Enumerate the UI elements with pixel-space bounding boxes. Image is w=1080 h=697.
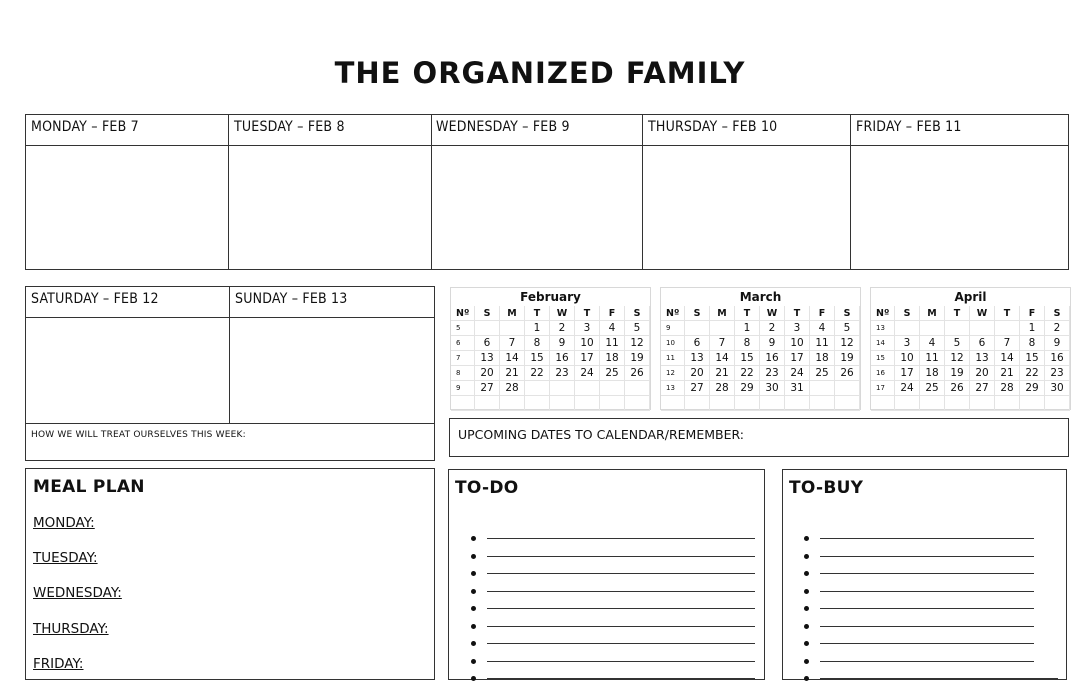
calendar-day-cell: 21	[995, 366, 1020, 381]
calendar-week-number: 6	[451, 336, 475, 351]
treat-box	[25, 423, 435, 461]
calendar-day-cell: 4	[810, 321, 835, 336]
calendar-day-cell	[550, 396, 575, 411]
bullet-icon	[471, 589, 476, 594]
meal-day-wednesday: WEDNESDAY:	[33, 585, 122, 601]
calendar-day-cell	[575, 381, 600, 396]
calendar-day-cell	[785, 396, 810, 411]
calendar-day-cell: 23	[1045, 366, 1070, 381]
calendar-week-number: 9	[661, 321, 685, 336]
calendar-day-cell: 24	[895, 381, 920, 396]
calendar-day-cell: 4	[600, 321, 625, 336]
calendar-header-cell: T	[945, 306, 970, 321]
calendar-day-cell: 15	[525, 351, 550, 366]
calendar-header-cell: W	[970, 306, 995, 321]
calendar-day-cell: 1	[1020, 321, 1045, 336]
bullet-icon	[804, 659, 809, 664]
calendar-day-cell	[710, 321, 735, 336]
upcoming-label: UPCOMING DATES TO CALENDAR/REMEMBER:	[458, 427, 744, 442]
meal-day-thursday: THURSDAY:	[33, 621, 109, 637]
calendar-header-cell: Nº	[451, 306, 475, 321]
calendar-day-cell: 17	[785, 351, 810, 366]
calendar-day-cell: 6	[475, 336, 500, 351]
calendar-header-cell: T	[735, 306, 760, 321]
bullet-icon	[804, 571, 809, 576]
calendar-header-cell: M	[710, 306, 735, 321]
calendar-day-cell	[835, 381, 860, 396]
calendar-day-cell: 21	[500, 366, 525, 381]
calendar-week-number	[661, 396, 685, 411]
bullet-icon	[804, 676, 809, 681]
calendar-header-cell: F	[1020, 306, 1045, 321]
calendar-header-cell: T	[995, 306, 1020, 321]
calendar-day-cell: 13	[970, 351, 995, 366]
write-line	[820, 678, 1058, 679]
calendar-day-cell: 14	[710, 351, 735, 366]
write-line	[487, 643, 755, 644]
calendar-day-cell: 11	[810, 336, 835, 351]
calendar-day-cell: 12	[625, 336, 650, 351]
calendar-day-cell: 31	[785, 381, 810, 396]
write-line	[487, 626, 755, 627]
calendar-week-number: 15	[871, 351, 895, 366]
calendar-day-cell: 23	[550, 366, 575, 381]
write-line	[820, 573, 1034, 574]
calendar-header-cell: T	[575, 306, 600, 321]
calendar-day-cell: 22	[735, 366, 760, 381]
calendar-day-cell: 22	[525, 366, 550, 381]
calendar-day-cell: 20	[475, 366, 500, 381]
tobuy-title: TO-BUY	[789, 478, 864, 498]
bullet-icon	[471, 536, 476, 541]
calendar-day-cell	[995, 396, 1020, 411]
write-line	[487, 591, 755, 592]
write-line	[820, 591, 1034, 592]
bullet-icon	[804, 554, 809, 559]
calendar-day-cell: 18	[810, 351, 835, 366]
calendar-week-number	[871, 396, 895, 411]
calendar-month-title: March	[739, 290, 782, 304]
calendar-day-cell	[500, 321, 525, 336]
calendar-header-cell: F	[810, 306, 835, 321]
calendar-day-cell	[895, 396, 920, 411]
calendar-day-cell: 17	[895, 366, 920, 381]
calendar-header-cell: M	[920, 306, 945, 321]
calendar-day-cell	[945, 396, 970, 411]
calendar-day-cell: 29	[1020, 381, 1045, 396]
bullet-icon	[804, 624, 809, 629]
todo-box	[448, 469, 765, 680]
calendar-day-cell	[810, 396, 835, 411]
calendar-month-title: February	[520, 290, 581, 304]
calendar-day-cell: 8	[525, 336, 550, 351]
calendar-day-cell: 2	[760, 321, 785, 336]
bullet-icon	[471, 659, 476, 664]
write-line	[820, 608, 1034, 609]
calendar-day-cell: 4	[920, 336, 945, 351]
calendar-day-cell	[475, 396, 500, 411]
day-header-wednesday: WEDNESDAY – FEB 9	[436, 119, 570, 135]
bullet-icon	[804, 606, 809, 611]
calendar-day-cell: 28	[710, 381, 735, 396]
calendar-day-cell: 10	[575, 336, 600, 351]
calendar-march	[660, 287, 861, 410]
bullet-icon	[804, 641, 809, 646]
calendar-day-cell: 6	[685, 336, 710, 351]
calendar-day-cell: 13	[475, 351, 500, 366]
calendar-day-cell: 7	[500, 336, 525, 351]
calendar-day-cell: 9	[550, 336, 575, 351]
calendar-header-cell: S	[1045, 306, 1070, 321]
calendar-week-number: 7	[451, 351, 475, 366]
calendar-day-cell	[500, 396, 525, 411]
calendar-day-cell: 5	[835, 321, 860, 336]
bullet-icon	[471, 676, 476, 681]
calendar-day-cell: 11	[920, 351, 945, 366]
todo-title: TO-DO	[455, 478, 519, 498]
calendar-day-cell: 30	[760, 381, 785, 396]
calendar-day-cell: 24	[575, 366, 600, 381]
day-header-thursday: THURSDAY – FEB 10	[648, 119, 778, 135]
day-header-saturday: SATURDAY – FEB 12	[31, 291, 159, 307]
calendar-day-cell	[1045, 396, 1070, 411]
calendar-header-cell: S	[895, 306, 920, 321]
calendar-week-number: 16	[871, 366, 895, 381]
calendar-day-cell: 2	[550, 321, 575, 336]
calendar-day-cell: 19	[835, 351, 860, 366]
calendar-day-cell: 24	[785, 366, 810, 381]
calendar-day-cell: 15	[1020, 351, 1045, 366]
calendar-day-cell	[550, 381, 575, 396]
calendar-day-cell: 13	[685, 351, 710, 366]
calendar-february	[450, 287, 651, 410]
calendar-week-number: 12	[661, 366, 685, 381]
calendar-day-cell: 14	[500, 351, 525, 366]
calendar-day-cell	[970, 321, 995, 336]
calendar-day-cell: 25	[920, 381, 945, 396]
calendar-day-cell: 27	[475, 381, 500, 396]
calendar-day-cell: 1	[735, 321, 760, 336]
meal-day-tuesday: TUESDAY:	[33, 550, 98, 566]
day-header-monday: MONDAY – FEB 7	[31, 119, 139, 135]
bullet-icon	[471, 641, 476, 646]
calendar-day-cell	[685, 321, 710, 336]
calendar-day-cell: 18	[920, 366, 945, 381]
calendar-day-cell	[1020, 396, 1045, 411]
bullet-icon	[804, 536, 809, 541]
calendar-day-cell	[625, 396, 650, 411]
calendar-day-cell	[525, 381, 550, 396]
calendar-day-cell: 12	[835, 336, 860, 351]
day-header-tuesday: TUESDAY – FEB 8	[234, 119, 345, 135]
calendar-day-cell	[995, 321, 1020, 336]
calendar-day-cell: 16	[760, 351, 785, 366]
calendar-day-cell	[525, 396, 550, 411]
calendar-day-cell	[810, 381, 835, 396]
calendar-week-number: 13	[871, 321, 895, 336]
treat-label: HOW WE WILL TREAT OURSELVES THIS WEEK:	[31, 430, 246, 440]
calendar-day-cell	[600, 396, 625, 411]
calendar-week-number: 8	[451, 366, 475, 381]
calendar-day-cell	[835, 396, 860, 411]
calendar-header-cell: W	[550, 306, 575, 321]
calendar-day-cell: 10	[895, 351, 920, 366]
calendar-week-number: 11	[661, 351, 685, 366]
calendar-header-cell: S	[685, 306, 710, 321]
upcoming-box	[449, 418, 1069, 457]
write-line	[820, 626, 1034, 627]
bullet-icon	[804, 589, 809, 594]
calendar-day-cell: 5	[945, 336, 970, 351]
calendar-day-cell: 19	[945, 366, 970, 381]
calendar-day-cell	[760, 396, 785, 411]
calendar-header-cell: T	[525, 306, 550, 321]
calendar-day-cell: 26	[835, 366, 860, 381]
calendar-header-cell: Nº	[661, 306, 685, 321]
calendar-day-cell: 15	[735, 351, 760, 366]
calendar-day-cell: 16	[1045, 351, 1070, 366]
calendar-day-cell: 10	[785, 336, 810, 351]
calendar-day-cell: 29	[735, 381, 760, 396]
calendar-day-cell: 26	[945, 381, 970, 396]
calendar-header-cell: Nº	[871, 306, 895, 321]
bullet-icon	[471, 624, 476, 629]
calendar-day-cell: 17	[575, 351, 600, 366]
calendar-day-cell: 27	[970, 381, 995, 396]
calendar-day-cell: 21	[710, 366, 735, 381]
calendar-day-cell: 27	[685, 381, 710, 396]
tobuy-box	[782, 469, 1067, 680]
day-header-friday: FRIDAY – FEB 11	[856, 119, 962, 135]
calendar-day-cell: 2	[1045, 321, 1070, 336]
calendar-header-cell: S	[475, 306, 500, 321]
calendar-day-cell	[970, 396, 995, 411]
calendar-day-cell	[600, 381, 625, 396]
calendar-day-cell: 8	[1020, 336, 1045, 351]
write-line	[487, 678, 755, 679]
calendar-day-cell	[920, 321, 945, 336]
calendar-week-number: 17	[871, 381, 895, 396]
write-line	[487, 608, 755, 609]
calendar-day-cell: 11	[600, 336, 625, 351]
calendar-day-cell	[575, 396, 600, 411]
calendar-day-cell: 9	[1045, 336, 1070, 351]
calendar-day-cell: 18	[600, 351, 625, 366]
meal-plan-title: MEAL PLAN	[33, 477, 145, 497]
calendar-april	[870, 287, 1071, 410]
calendar-header-cell: F	[600, 306, 625, 321]
write-line	[487, 538, 755, 539]
calendar-header-cell: M	[500, 306, 525, 321]
meal-day-monday: MONDAY:	[33, 515, 95, 531]
calendar-week-number: 13	[661, 381, 685, 396]
calendar-day-cell: 25	[600, 366, 625, 381]
page-title: THE ORGANIZED FAMILY	[334, 56, 746, 90]
calendar-day-cell: 20	[685, 366, 710, 381]
calendar-day-cell: 6	[970, 336, 995, 351]
calendar-header-cell: S	[835, 306, 860, 321]
write-line	[820, 556, 1034, 557]
calendar-day-cell	[735, 396, 760, 411]
write-line	[820, 661, 1034, 662]
calendar-day-cell: 7	[995, 336, 1020, 351]
calendar-day-cell	[475, 321, 500, 336]
calendar-day-cell: 1	[525, 321, 550, 336]
bullet-icon	[471, 606, 476, 611]
calendar-day-cell: 14	[995, 351, 1020, 366]
calendar-day-cell: 16	[550, 351, 575, 366]
bullet-icon	[471, 571, 476, 576]
calendar-grid	[451, 306, 650, 411]
calendar-day-cell: 26	[625, 366, 650, 381]
calendar-grid	[661, 306, 860, 411]
calendar-day-cell	[685, 396, 710, 411]
write-line	[487, 573, 755, 574]
meal-day-friday: FRIDAY:	[33, 656, 84, 672]
calendar-day-cell	[895, 321, 920, 336]
calendar-header-cell: W	[760, 306, 785, 321]
calendar-week-number: 14	[871, 336, 895, 351]
write-line	[820, 538, 1034, 539]
calendar-day-cell	[625, 381, 650, 396]
calendar-day-cell	[945, 321, 970, 336]
day-header-sunday: SUNDAY – FEB 13	[235, 291, 348, 307]
calendar-day-cell: 20	[970, 366, 995, 381]
bullet-icon	[471, 554, 476, 559]
calendar-day-cell: 22	[1020, 366, 1045, 381]
calendar-day-cell: 19	[625, 351, 650, 366]
write-line	[487, 556, 755, 557]
calendar-day-cell: 25	[810, 366, 835, 381]
calendar-grid	[871, 306, 1070, 411]
calendar-month-title: April	[954, 290, 987, 304]
calendar-day-cell: 28	[995, 381, 1020, 396]
calendar-week-number: 10	[661, 336, 685, 351]
calendar-day-cell: 5	[625, 321, 650, 336]
calendar-day-cell: 12	[945, 351, 970, 366]
calendar-day-cell: 30	[1045, 381, 1070, 396]
weekend-grid	[25, 286, 435, 424]
calendar-day-cell: 8	[735, 336, 760, 351]
calendar-header-cell: T	[785, 306, 810, 321]
calendar-day-cell	[920, 396, 945, 411]
meal-plan-box	[25, 468, 435, 680]
calendar-day-cell: 3	[895, 336, 920, 351]
write-line	[820, 643, 1034, 644]
calendar-day-cell: 3	[575, 321, 600, 336]
weekday-grid	[25, 114, 1069, 270]
calendar-day-cell: 7	[710, 336, 735, 351]
calendar-day-cell: 23	[760, 366, 785, 381]
calendar-week-number	[451, 396, 475, 411]
calendar-day-cell: 9	[760, 336, 785, 351]
calendar-week-number: 5	[451, 321, 475, 336]
write-line	[487, 661, 755, 662]
calendar-day-cell: 28	[500, 381, 525, 396]
calendar-day-cell	[710, 396, 735, 411]
calendar-day-cell: 3	[785, 321, 810, 336]
calendar-header-cell: S	[625, 306, 650, 321]
calendar-week-number: 9	[451, 381, 475, 396]
